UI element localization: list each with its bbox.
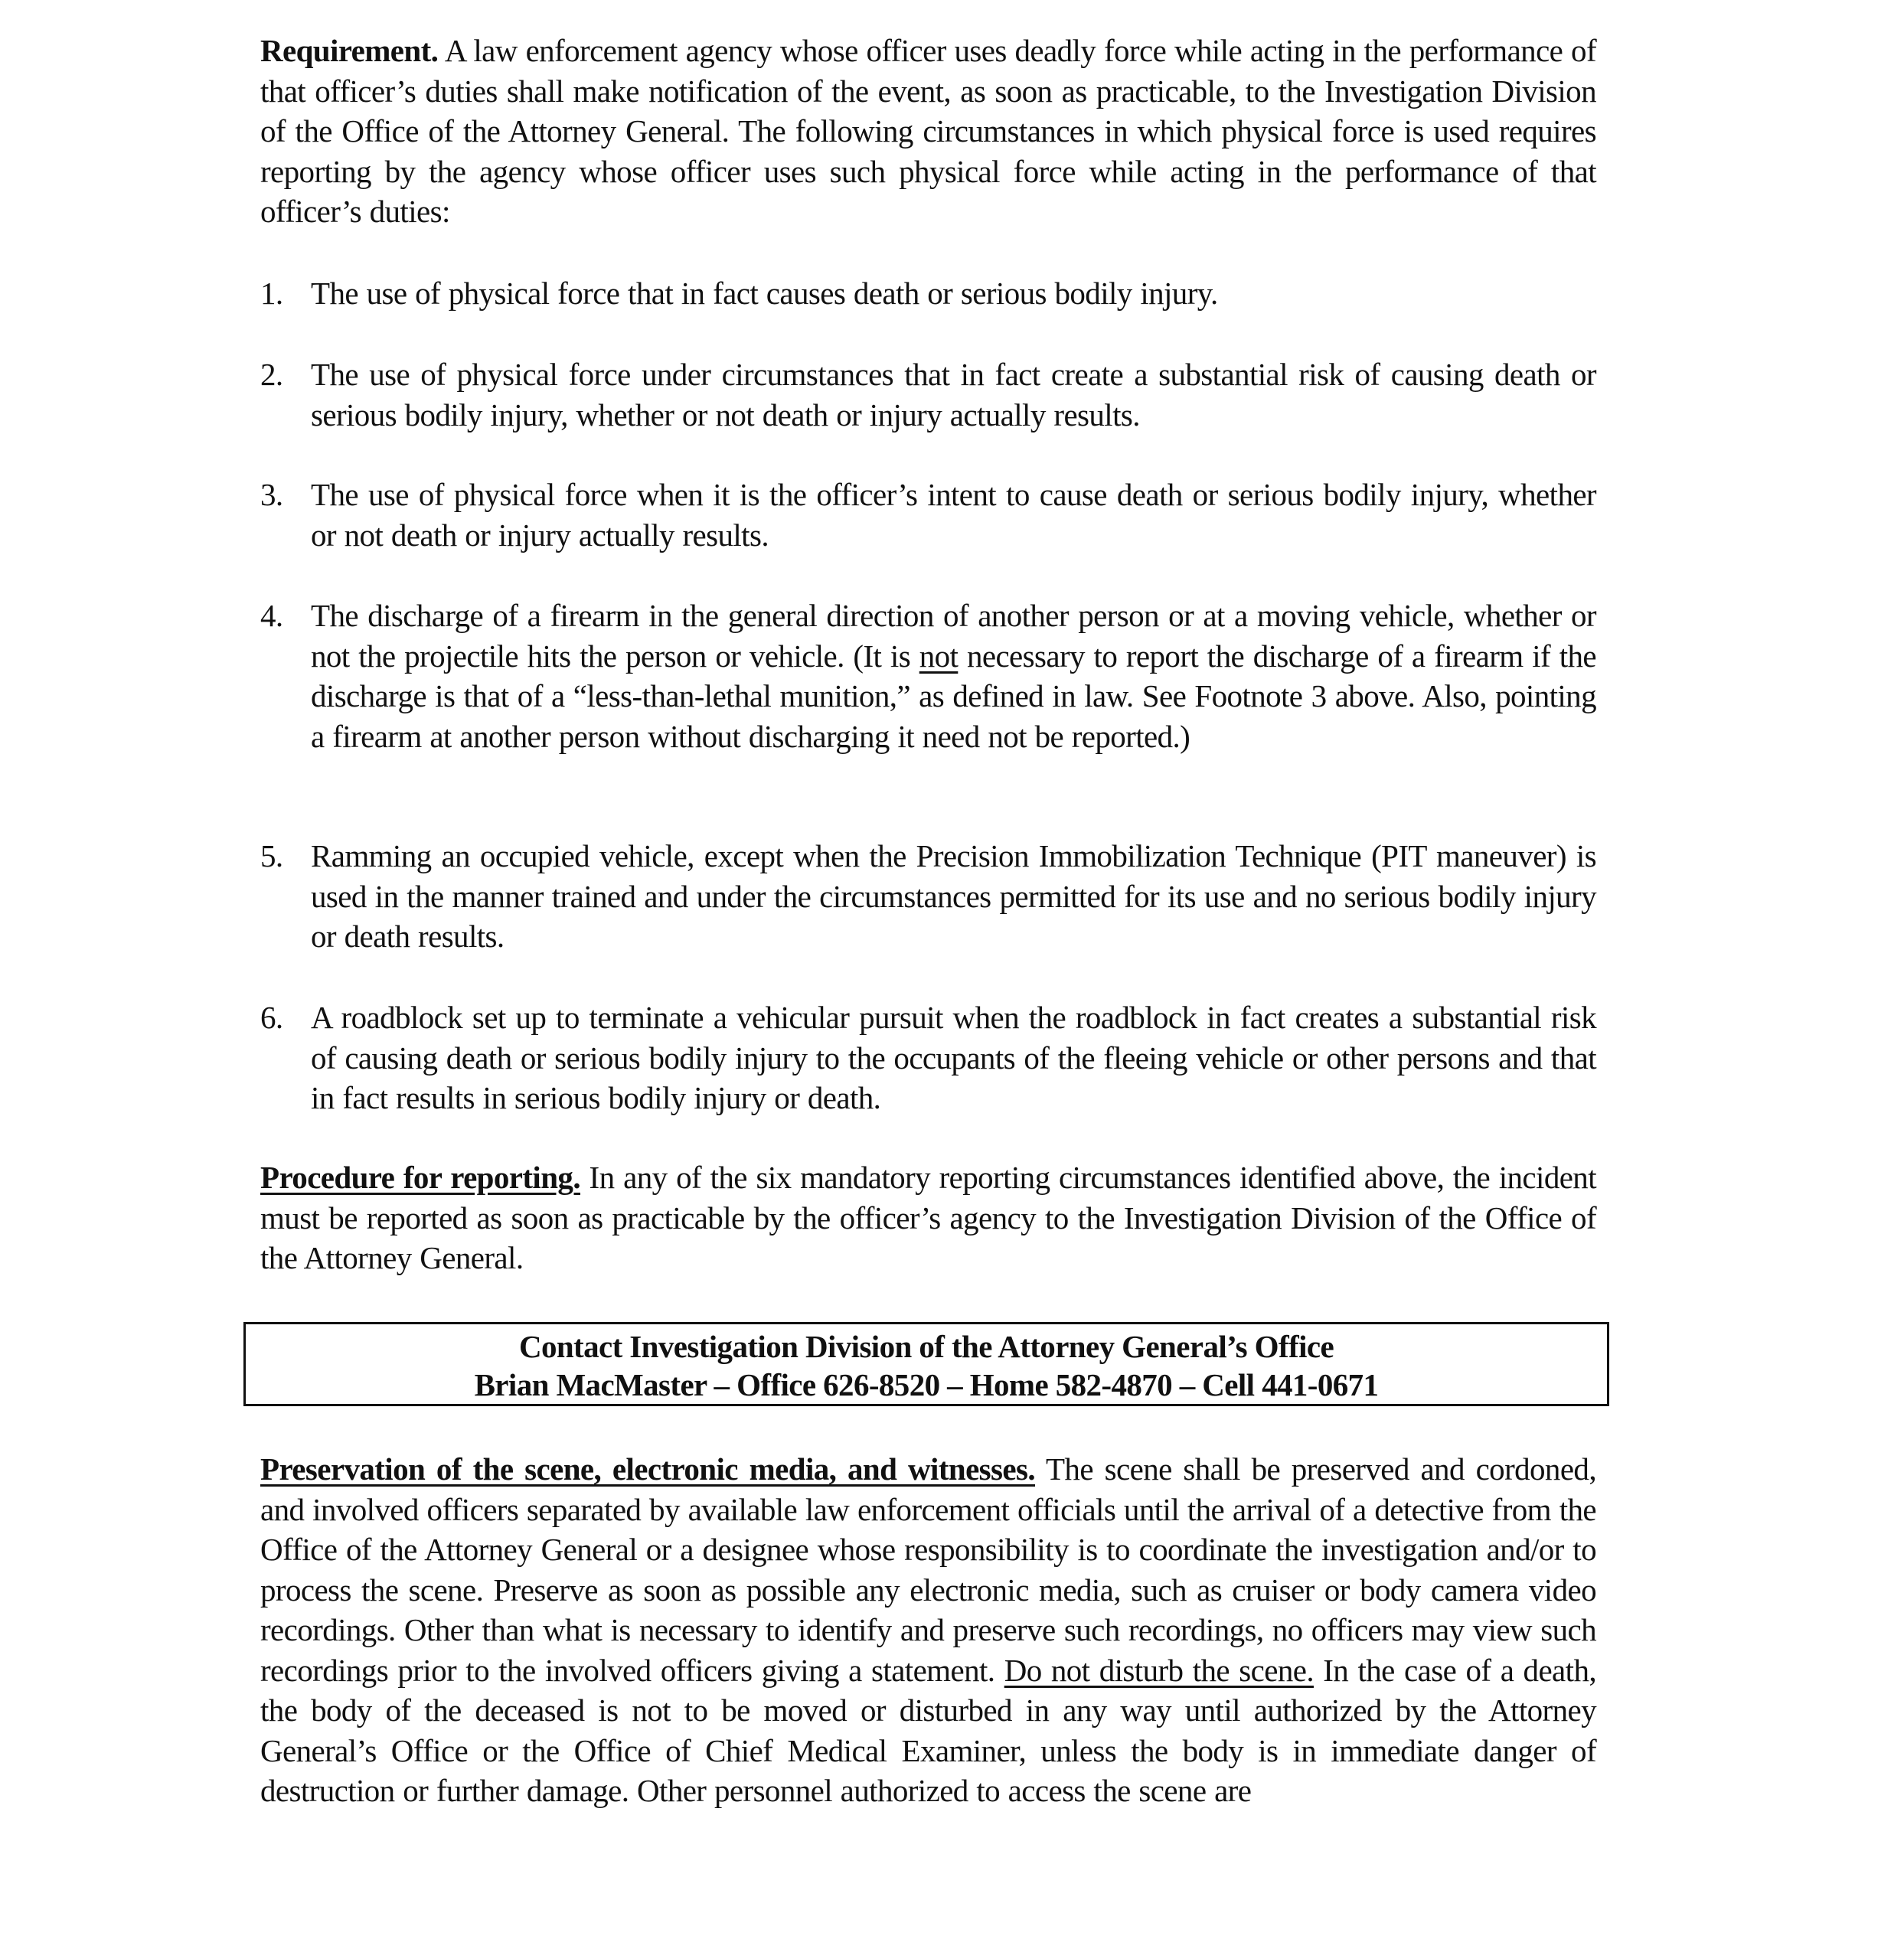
list-item-5 [260,836,1596,957]
preservation-paragraph [260,1449,1596,1811]
list-item-2 [260,354,1596,435]
procedure-heading: Procedure for reporting. [260,1160,580,1195]
procedure-text: In any of the six mandatory reporting circumstances identified above, the incident must be reported as soon as practicable by the officer’s agency to the Investigation Division of the Office of the Attorney General. [260,1160,1597,1275]
contact-details: Brian MacMaster – Office 626-8520 – Home 582-4870 – Cell 441-0671 [474,1367,1379,1402]
preservation-text-after: In the case of a death, the body of the deceased is not to be moved or disturbed in any way until authorized by the Attorney General’s Office or the Office of Chief Medical Examiner, unless the body is in immediate danger of destruction or further damage. Other personnel authorized to access the scene are [260,1652,1596,1808]
procedure-paragraph [260,1157,1596,1278]
requirement-text: A law enforcement agency whose officer uses deadly force while acting in the performance of that officer’s duties shall make notification of the event, as soon as practicable, to the Investigation Division of the Office of the Attorney General. The following circumstances in which physical force is used requires reporting by the agency whose officer uses such physical force while acting in the performance of that officer’s duties: [260,33,1597,229]
list-item-text: The use of physical force that in fact causes death or serious bodily injury. [311,276,1218,311]
list-item-text: Ramming an occupied vehicle, except when the Precision Immobilization Technique (PIT maneuver) is used in the manner trained and under the circumstances permitted for its use and no serious bodily injury or death results. [311,838,1596,954]
list-item-number: 1. [260,276,283,311]
preservation-heading: Preservation of the scene, electronic media, and witnesses. [260,1451,1035,1487]
list-item-emphasis: not [919,638,959,674]
list-item-6 [260,997,1596,1118]
list-item-text-before: The discharge of a firearm in the general direction of another person or at a moving vehicle, whether or not the projectile hits the person or vehicle. (It is [311,598,1596,674]
list-item-number: 4. [260,598,283,633]
list-item-text: The use of physical force under circumstances that in fact create a substantial risk of causing death or serious bodily injury, whether or not death or injury actually results. [311,357,1596,433]
contact-box [243,1322,1609,1406]
requirement-heading: Requirement. [260,33,439,68]
list-item-number: 5. [260,838,283,873]
list-item-text: A roadblock set up to terminate a vehicular pursuit when the roadblock in fact creates a substantial risk of causing death or serious bodily injury to the occupants of the fleeing vehicle or other persons and that in fact results in serious bodily injury or death. [311,1000,1596,1115]
list-item-3 [260,475,1596,555]
list-item-number: 2. [260,357,283,392]
list-item-4 [260,596,1596,756]
list-item-text-after: necessary to report the discharge of a firearm if the discharge is that of a “less-than-lethal munition,” as defined in law. See Footnote 3 above. Also, pointing a firearm at another person without discharging it need not be reported.) [311,638,1596,754]
list-item-text [311,596,1596,756]
requirement-paragraph [260,31,1596,232]
list-item-number: 3. [260,477,283,512]
preservation-emphasis: Do not disturb the scene. [1004,1652,1314,1688]
contact-title: Contact Investigation Division of the Attorney General’s Office [518,1329,1334,1364]
preservation-text-before: The scene shall be preserved and cordoned, and involved officers separated by available law enforcement officials until the arrival of a detective from the Office of the Attorney General or a designee whose responsibility is to coordinate the investigation and/or to process the scene. Preserve as soon as possible any electronic media, such as cruiser or body camera video recordings. Other than what is necessary to identify and preserve such recordings, no officers may view such recordings prior to the involved officers giving a statement. [260,1451,1596,1688]
list-item-1 [260,273,1596,314]
list-item-number: 6. [260,1000,283,1035]
list-item-text: The use of physical force when it is the officer’s intent to cause death or serious bodily injury, whether or not death or injury actually results. [311,477,1596,553]
